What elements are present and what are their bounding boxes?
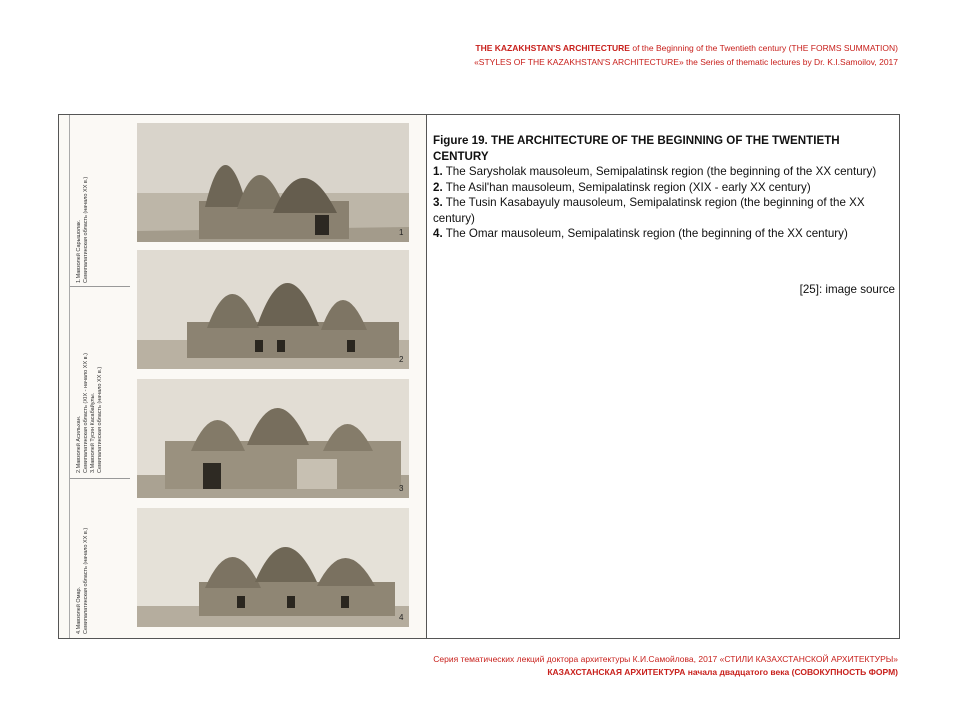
photo-number-4: 4: [399, 613, 404, 622]
footer-title: КАЗАХСТАНСКАЯ АРХИТЕКТУРА начала двадцатого века (СОВОКУПНОСТЬ ФОРМ): [547, 667, 898, 677]
header-title-rest: of the Beginning of the Twentieth century (THE FORMS SUMMATION): [632, 43, 898, 53]
caption-item-1: 1. The Sarysholak mausoleum, Semipalatinsk region (the beginning of the XX century): [433, 165, 877, 178]
header-subtitle: «STYLES OF THE KAZAKHSTAN'S ARCHITECTURE» the Series of thematic lectures by Dr. K.I.Samoilov, 2017: [474, 57, 898, 67]
label-cell-1: [70, 115, 130, 287]
label-cell-2: [70, 287, 130, 479]
label-cell-3: [70, 479, 130, 638]
photo-plate: [59, 115, 427, 638]
footer-series: Серия тематических лекций доктора архитектуры К.И.Самойлова, 2017 «СТИЛИ КАЗАХСТАНСКОЙ АРХИТЕКТУРЫ»: [433, 654, 898, 664]
caption-item-2: 2. The Asil'han mausoleum, Semipalatinsk region (XIX - early XX century): [433, 180, 811, 194]
photo-tusin-kasabayuly: [137, 379, 409, 498]
header-title-bold: THE KAZAKHSTAN'S ARCHITECTURE: [475, 43, 630, 53]
header-title: [475, 43, 898, 53]
photo-number-3: 3: [399, 484, 404, 493]
figure-frame: [58, 114, 900, 639]
label-2: 2.Мавзолей Асильхан. Семипалатинская область (XIX - начало XX в.) 3.Мавзолей Тусин Касабайулы. Семипалатинская область (начало XX в.): [76, 353, 103, 473]
photo-number-1: 1: [399, 228, 404, 237]
photo-number-2: 2: [399, 355, 404, 364]
photo-omar: [137, 508, 409, 627]
photo-sarysholak: [137, 123, 409, 242]
caption-item-4: 4. The Omar mausoleum, Semipalatinsk region (the beginning of the XX century): [433, 227, 848, 240]
image-source: [25]: image source: [799, 283, 895, 296]
label-3: 4.Мавзолей Омар. Семипалатинская область (начало XX в.): [76, 527, 89, 634]
label-strip: [69, 115, 130, 638]
label-1: 1.Мавзолей Сарышолак. Семипалатинская область (начало XX в.): [76, 176, 89, 283]
caption-item-3: 3. The Tusin Kasabayuly mausoleum, Semipalatinsk region (the beginning of the XX century): [433, 196, 865, 225]
figure-caption: [433, 133, 895, 242]
figure-title: Figure 19. THE ARCHITECTURE OF THE BEGINNING OF THE TWENTIETH CENTURY: [433, 134, 840, 163]
photo-asilhan: [137, 250, 409, 369]
